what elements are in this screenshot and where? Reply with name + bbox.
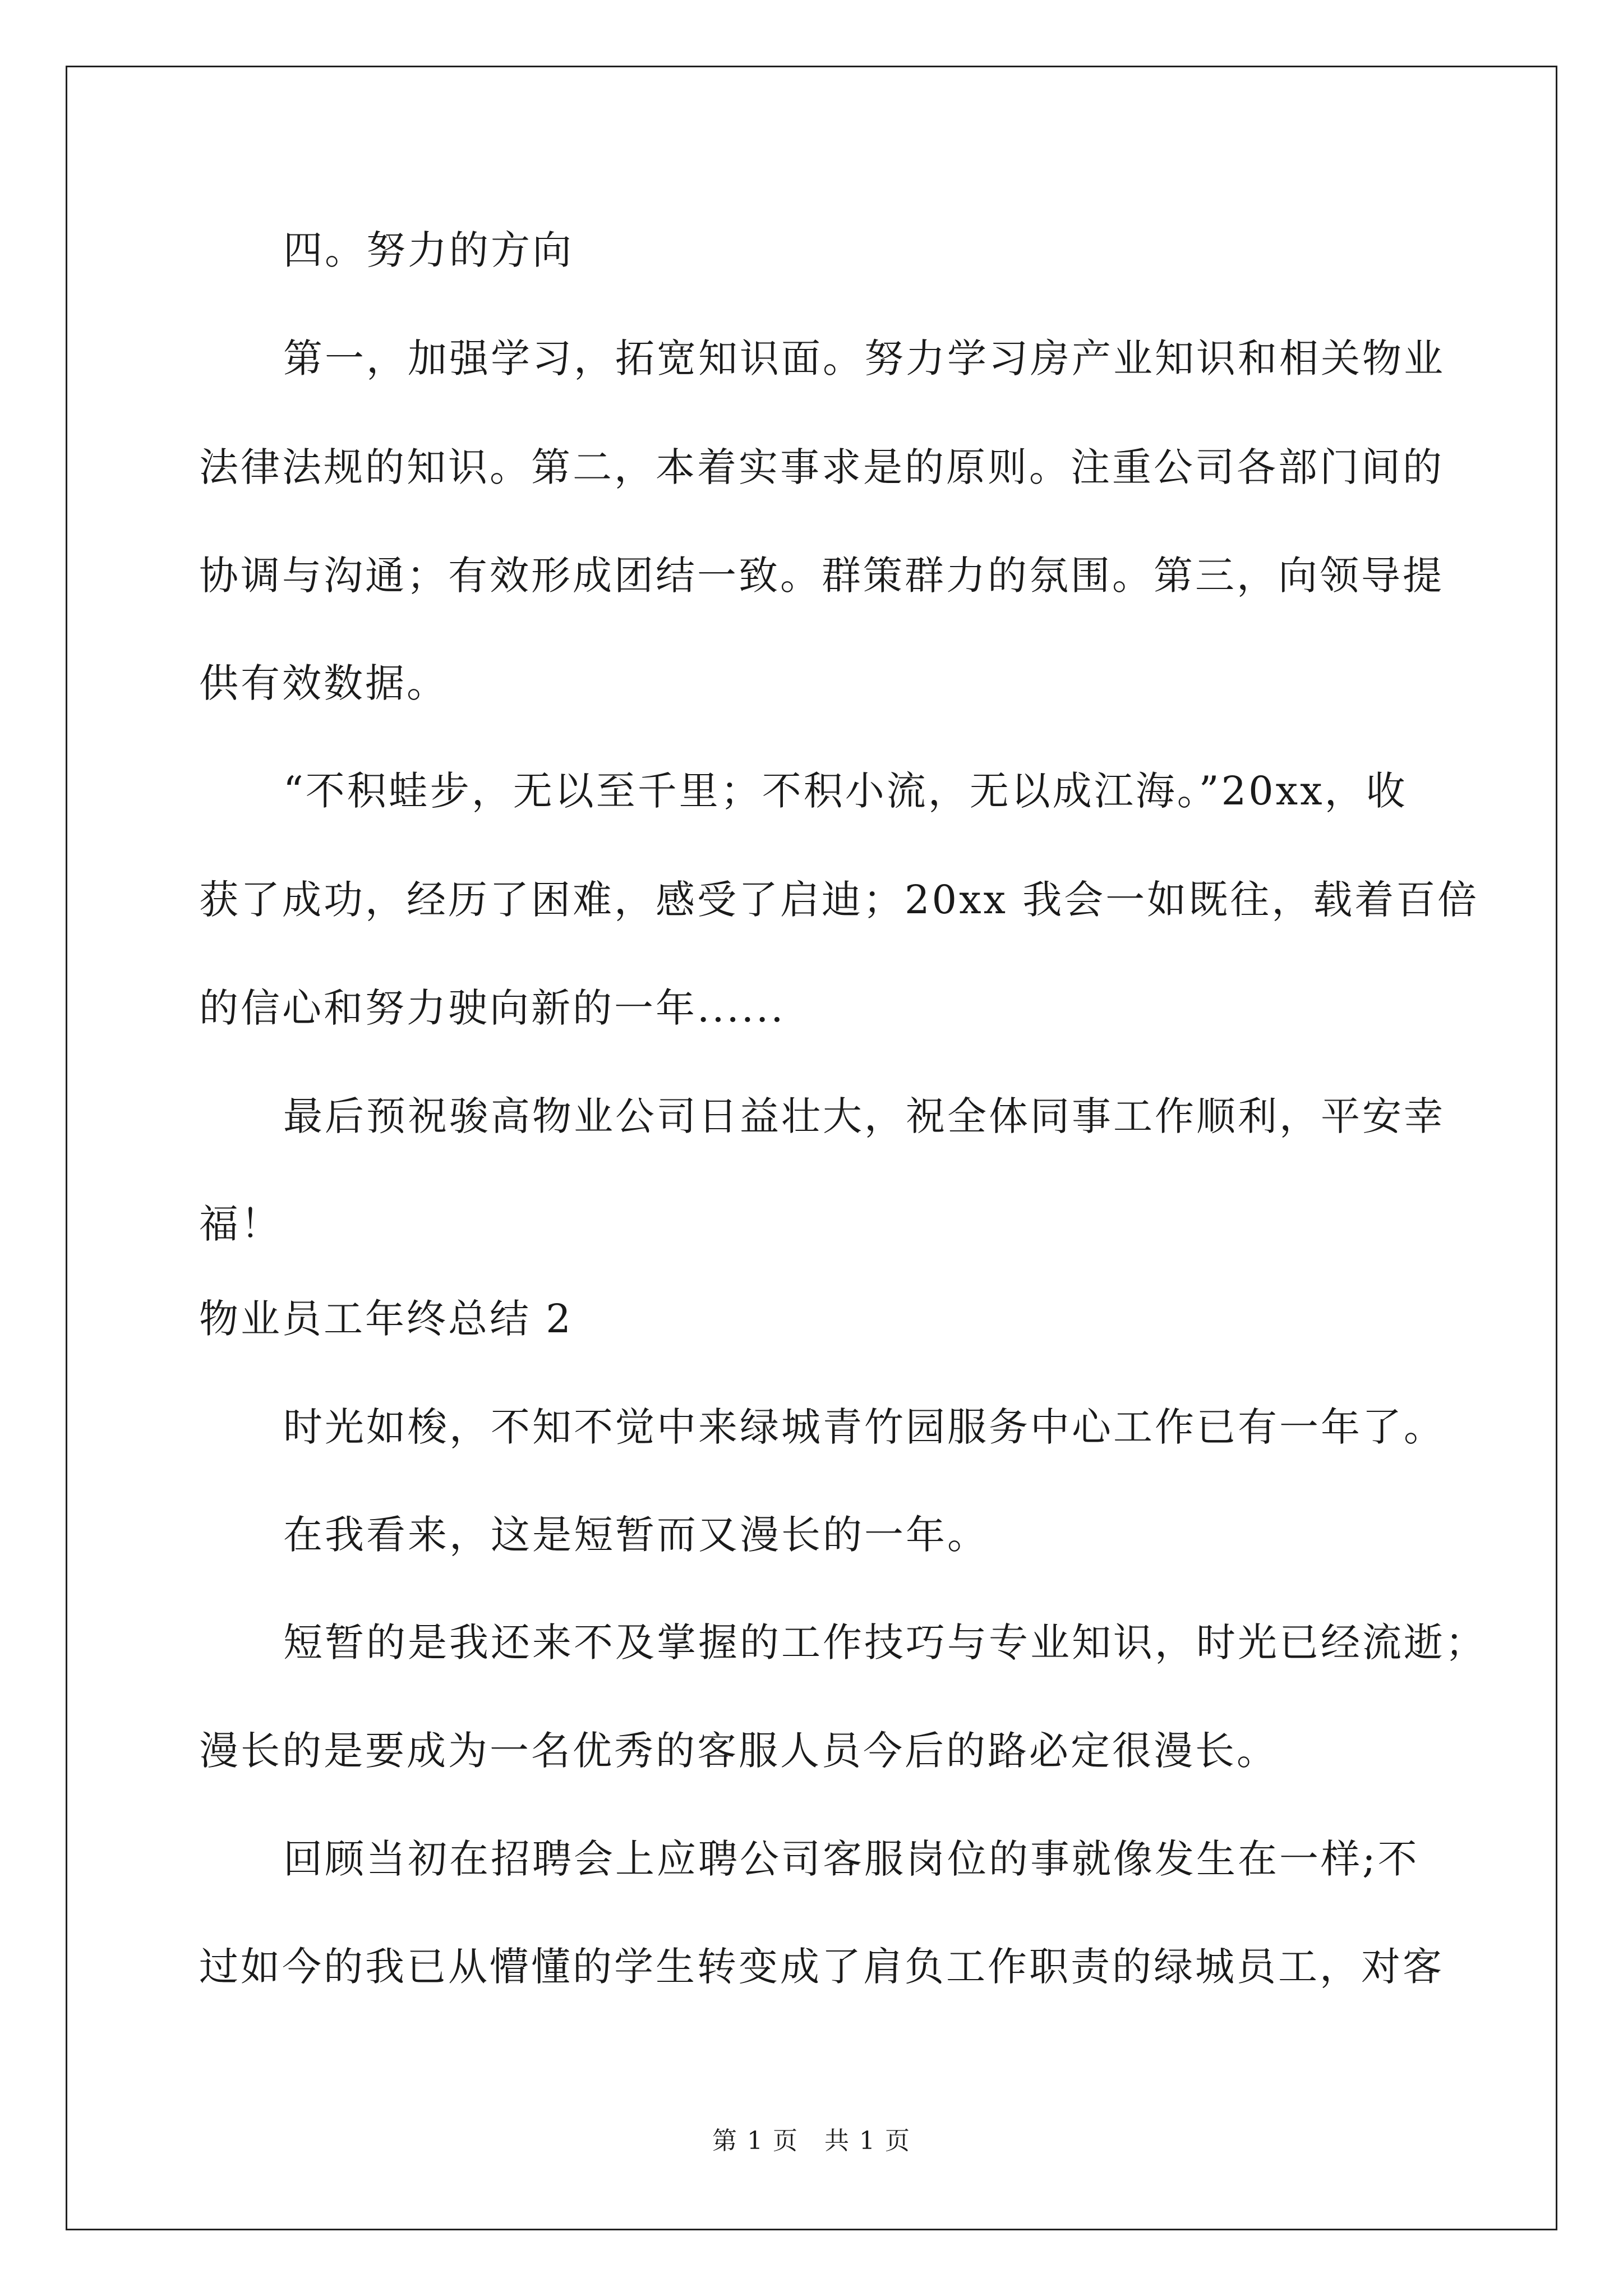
paragraph-line: 最后预祝骏高物业公司日益壮大，祝全体同事工作顺利，平安幸 xyxy=(283,1093,1445,1139)
section-heading: 四。努力的方向 xyxy=(283,227,574,273)
page-number: 第 1 页 共 1 页 xyxy=(712,2127,911,2155)
paragraph-line: 回顾当初在招聘会上应聘公司客服岗位的事就像发生在一样;不 xyxy=(283,1836,1419,1882)
paragraph-line: 第一，加强学习，拓宽知识面。努力学习房产业知识和相关物业 xyxy=(283,335,1445,381)
paragraph-line: 供有效数据。 xyxy=(199,660,448,706)
paragraph-line: 过如今的我已从懵懂的学生转变成了肩负工作职责的绿城员工，对客 xyxy=(199,1944,1444,1990)
paragraph-line: 福！ xyxy=(199,1201,282,1247)
paragraph-line: 漫长的是要成为一名优秀的客服人员今后的路必定很漫长。 xyxy=(199,1728,1278,1774)
paragraph-line: 的信心和努力驶向新的一年...... xyxy=(199,985,786,1031)
paragraph-line: 法律法规的知识。第二，本着实事求是的原则。注重公司各部门间的 xyxy=(199,444,1444,490)
paragraph-line: 在我看来，这是短暂而又漫长的一年。 xyxy=(283,1512,989,1558)
document-subtitle: 物业员工年终总结 2 xyxy=(199,1296,573,1342)
paragraph-line: 时光如梭，不知不觉中来绿城青竹园服务中心工作已有一年了。 xyxy=(283,1404,1445,1450)
paragraph-line: 协调与沟通；有效形成团结一致。群策群力的氛围。第三，向领导提 xyxy=(199,553,1444,599)
paragraph-line: 短暂的是我还来不及掌握的工作技巧与专业知识，时光已经流逝； xyxy=(283,1619,1487,1665)
paragraph-line: 获了成功，经历了困难，感受了启迪；20xx 我会一如既往，载着百倍 xyxy=(199,877,1479,923)
paragraph-line: “不积蛙步，无以至千里；不积小流，无以成江海。”20xx，收 xyxy=(283,768,1408,814)
page-border xyxy=(66,66,1557,2230)
